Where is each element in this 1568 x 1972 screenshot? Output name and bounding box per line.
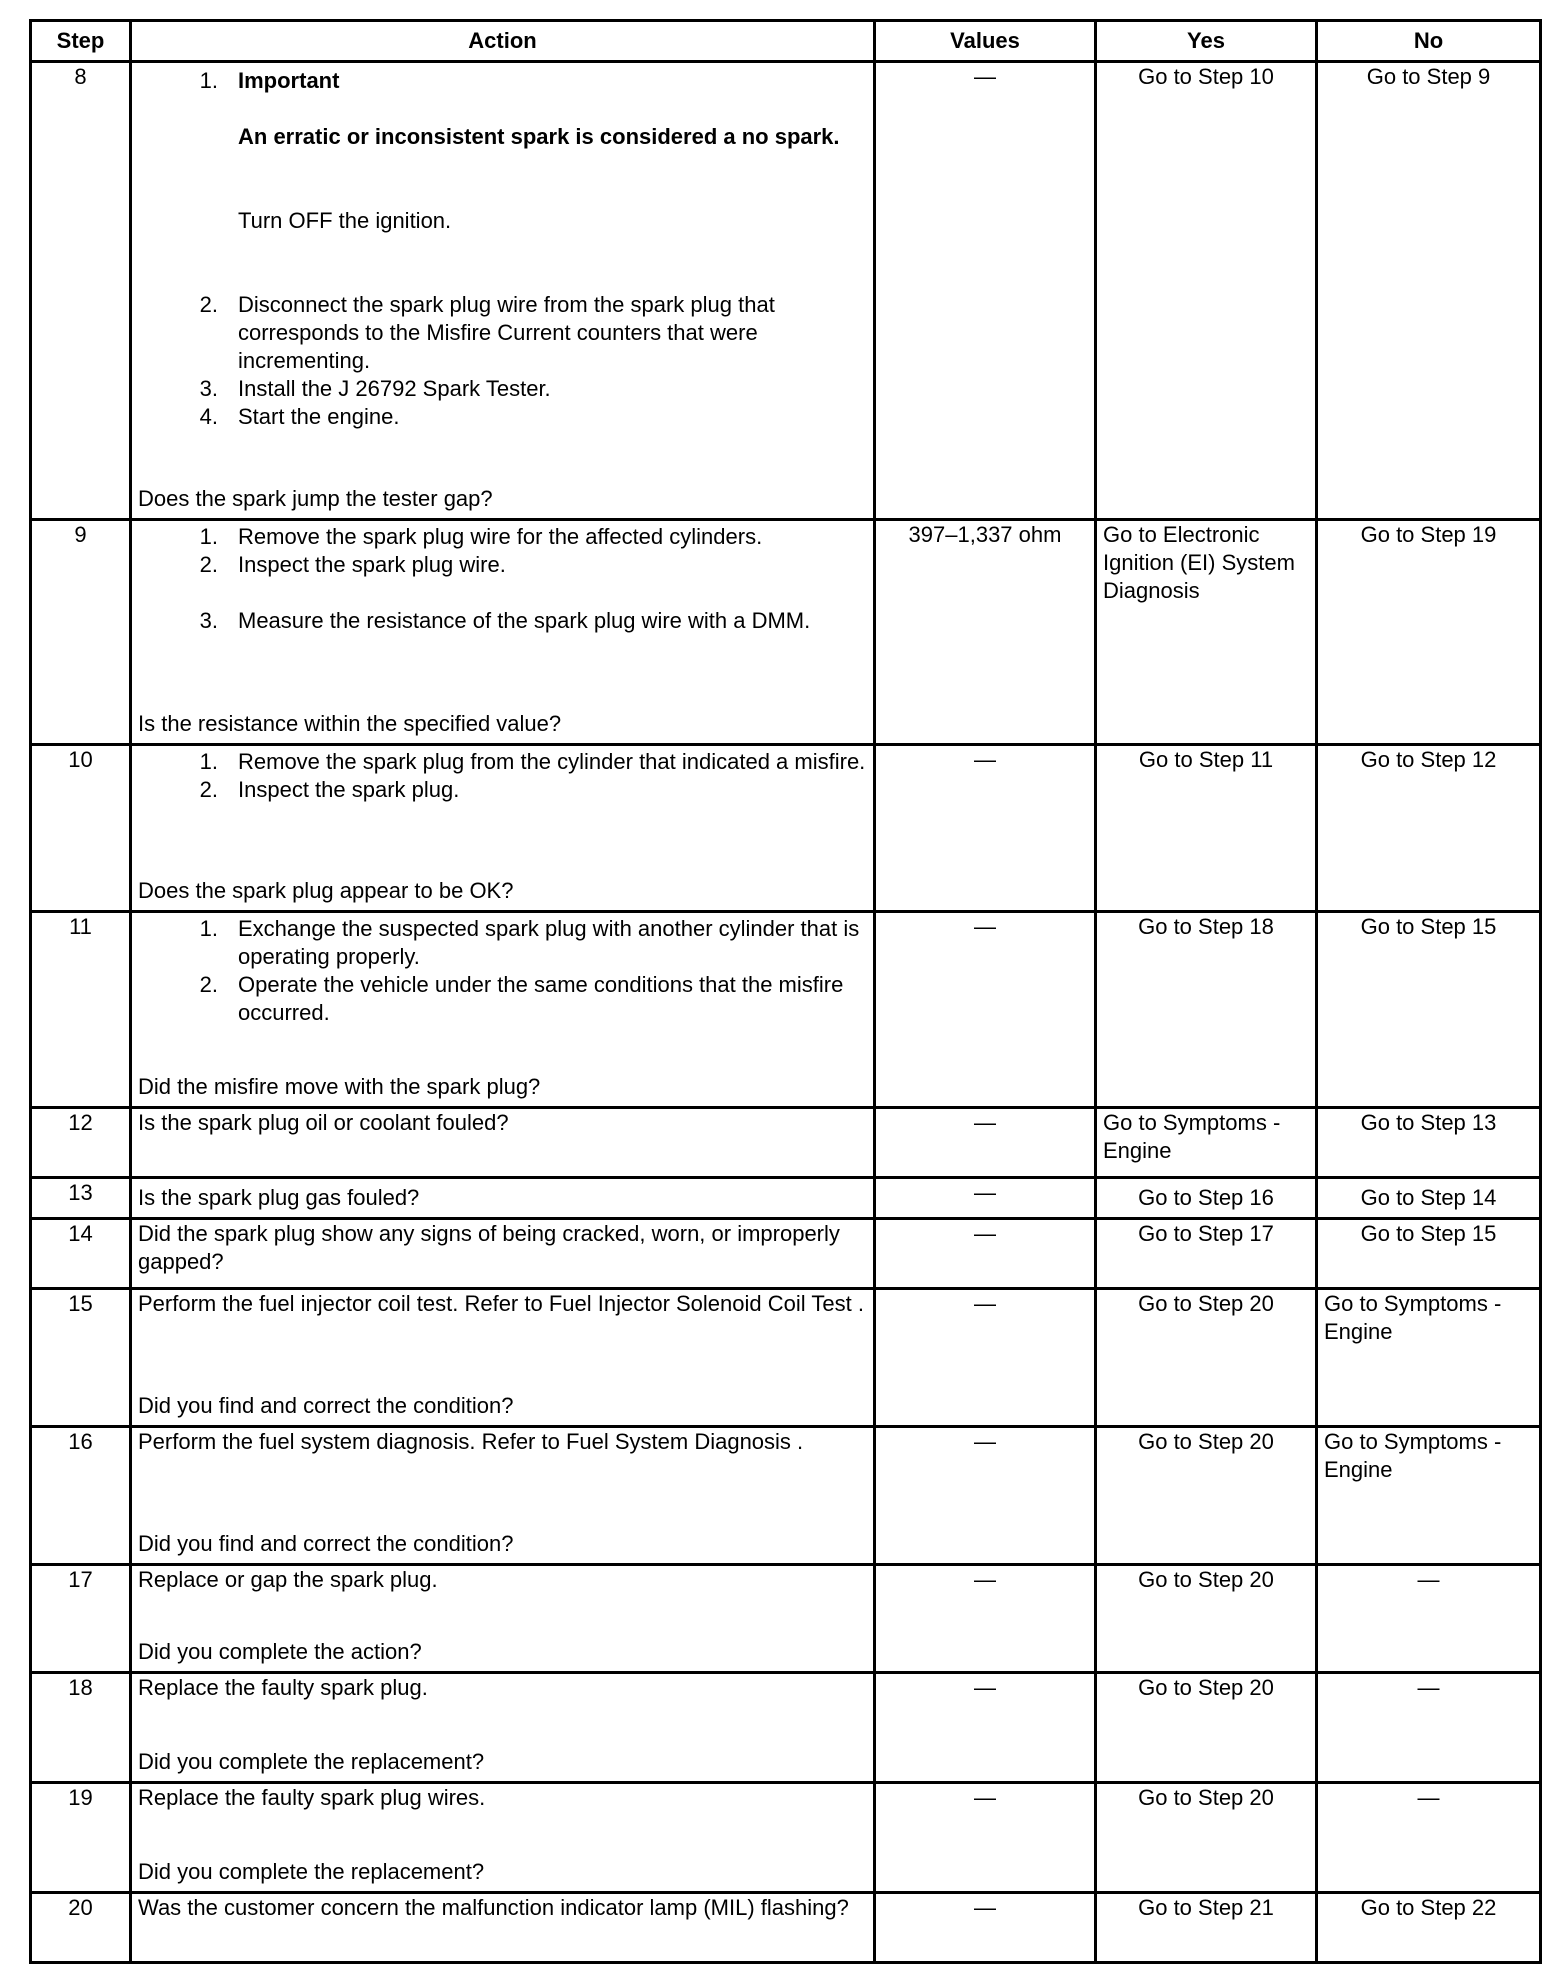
no-text: Go to Step 19 — [1360, 522, 1497, 547]
action-cell — [131, 520, 875, 745]
no-cell — [1317, 1108, 1541, 1178]
action-cell — [131, 1427, 875, 1565]
header-yes: Yes — [1096, 21, 1317, 62]
values-cell: — — [875, 1565, 1096, 1673]
list-number: 2. — [199, 972, 218, 997]
list-item-text: Measure the resistance of the spark plug wire with a DMM. — [238, 608, 811, 633]
step-number: 14 — [31, 1219, 131, 1289]
step-number: 15 — [31, 1289, 131, 1427]
header-row — [31, 21, 1541, 62]
list-item-text: Exchange the suspected spark plug with another cylinder that is operating properly. — [238, 916, 860, 969]
action-text: Replace or gap the spark plug. — [138, 1567, 438, 1592]
no-text: Go to Step 15 — [1360, 914, 1497, 939]
no-cell — [1317, 1178, 1541, 1219]
table-row — [31, 1893, 1541, 1963]
no-text: Go to Symptoms - Engine — [1324, 1429, 1502, 1482]
values-cell: — — [875, 1108, 1096, 1178]
yes-text: Go to Step 20 — [1138, 1429, 1274, 1454]
values-cell: — — [875, 1427, 1096, 1565]
values-cell: — — [875, 1673, 1096, 1783]
action-cell — [131, 912, 875, 1108]
action-text: Is the spark plug gas fouled? — [138, 1185, 420, 1210]
list-item-text: Inspect the spark plug. — [238, 777, 460, 802]
action-question: Did you complete the action? — [138, 1639, 422, 1664]
list-number: 3. — [199, 376, 218, 401]
step-number: 19 — [31, 1783, 131, 1893]
yes-cell — [1096, 912, 1317, 1108]
list-item-text: Inspect the spark plug wire. — [238, 552, 506, 577]
action-cell — [131, 1178, 875, 1219]
action-cell — [131, 1673, 875, 1783]
yes-text: Go to Step 18 — [1138, 914, 1274, 939]
action-cell — [131, 1108, 875, 1178]
yes-cell — [1096, 1178, 1317, 1219]
no-cell — [1317, 62, 1541, 520]
yes-text: Go to Step 20 — [1138, 1291, 1274, 1316]
values-cell: — — [875, 1289, 1096, 1427]
yes-cell — [1096, 1427, 1317, 1565]
values-cell: — — [875, 1178, 1096, 1219]
action-cell — [131, 1893, 875, 1963]
list-number: 2. — [199, 777, 218, 802]
step-number: 9 — [31, 520, 131, 745]
header-values: Values — [875, 21, 1096, 62]
action-question: Does the spark plug appear to be OK? — [138, 878, 514, 903]
yes-cell — [1096, 745, 1317, 912]
yes-cell — [1096, 1565, 1317, 1673]
yes-text: Go to Symptoms - Engine — [1103, 1110, 1281, 1163]
no-cell — [1317, 1783, 1541, 1893]
step-number: 12 — [31, 1108, 131, 1178]
yes-cell — [1096, 1893, 1317, 1963]
action-question: Is the resistance within the specified value? — [138, 711, 562, 736]
header-no: No — [1317, 21, 1541, 62]
no-cell — [1317, 912, 1541, 1108]
values-cell: — — [875, 62, 1096, 520]
no-cell — [1317, 1219, 1541, 1289]
no-cell — [1317, 1673, 1541, 1783]
list-number: 1. — [199, 749, 218, 774]
table-row — [31, 1178, 1541, 1219]
yes-text: Go to Step 21 — [1138, 1895, 1274, 1920]
no-cell — [1317, 520, 1541, 745]
no-text: — — [1417, 1567, 1440, 1592]
action-cell — [131, 62, 875, 520]
no-text: Go to Step 14 — [1360, 1185, 1497, 1210]
yes-text: Go to Step 20 — [1138, 1567, 1274, 1592]
values-cell: — — [875, 745, 1096, 912]
step-number: 10 — [31, 745, 131, 912]
yes-text: Go to Step 20 — [1138, 1785, 1274, 1810]
step-number: 13 — [31, 1178, 131, 1219]
yes-cell — [1096, 62, 1317, 520]
action-text: Was the customer concern the malfunction indicator lamp (MIL) flashing? — [138, 1895, 849, 1920]
step-number: 16 — [31, 1427, 131, 1565]
yes-cell — [1096, 1108, 1317, 1178]
no-text: Go to Step 22 — [1360, 1895, 1497, 1920]
header-step: Step — [31, 21, 131, 62]
values-cell: — — [875, 1783, 1096, 1893]
list-number: 1. — [199, 68, 218, 93]
diagnostic-table — [29, 19, 1542, 1964]
table-row — [31, 1427, 1541, 1565]
action-question: Did you find and correct the condition? — [138, 1531, 514, 1556]
table-row — [31, 1673, 1541, 1783]
list-item-text: Remove the spark plug from the cylinder that indicated a misfire. — [238, 749, 866, 774]
list-number: 2. — [199, 552, 218, 577]
no-text: Go to Step 13 — [1360, 1110, 1497, 1135]
no-text: Go to Symptoms - Engine — [1324, 1291, 1502, 1344]
list-item-text: Operate the vehicle under the same conditions that the misfire occurred. — [238, 972, 844, 1025]
list-item-text: Turn OFF the ignition. — [238, 208, 452, 233]
action-text: Did the spark plug show any signs of being cracked, worn, or improperly gapped? — [138, 1221, 840, 1274]
no-cell — [1317, 745, 1541, 912]
action-question: Did you complete the replacement? — [138, 1859, 485, 1884]
values-cell: 397–1,337 ohm — [875, 520, 1096, 745]
action-question: Does the spark jump the tester gap? — [138, 486, 493, 511]
action-text: Is the spark plug oil or coolant fouled? — [138, 1110, 509, 1135]
step-number: 20 — [31, 1893, 131, 1963]
no-cell — [1317, 1289, 1541, 1427]
action-cell — [131, 1565, 875, 1673]
action-cell — [131, 1289, 875, 1427]
action-text: Perform the fuel system diagnosis. Refer to Fuel System Diagnosis . — [138, 1429, 804, 1454]
step-number: 8 — [31, 62, 131, 520]
list-item-text: Disconnect the spark plug wire from the spark plug that corresponds to the Misfire Current counters that were incrementing. — [238, 292, 775, 373]
list-number: 4. — [199, 404, 218, 429]
values-cell: — — [875, 1893, 1096, 1963]
action-text: Perform the fuel injector coil test. Refer to Fuel Injector Solenoid Coil Test . — [138, 1291, 864, 1316]
action-cell — [131, 1783, 875, 1893]
table-row — [31, 1289, 1541, 1427]
list-number: 1. — [199, 916, 218, 941]
no-text: Go to Step 15 — [1360, 1221, 1497, 1246]
yes-cell — [1096, 1673, 1317, 1783]
table-row — [31, 62, 1541, 520]
step-number: 17 — [31, 1565, 131, 1673]
table-row — [31, 1108, 1541, 1178]
action-text: Replace the faulty spark plug wires. — [138, 1785, 486, 1810]
table-row — [31, 1565, 1541, 1673]
action-text: Replace the faulty spark plug. — [138, 1675, 428, 1700]
no-text: Go to Step 9 — [1366, 64, 1491, 89]
list-item-text: Start the engine. — [238, 404, 400, 429]
step-number: 18 — [31, 1673, 131, 1783]
table-row — [31, 1783, 1541, 1893]
no-text: Go to Step 12 — [1360, 747, 1497, 772]
yes-text: Go to Electronic Ignition (EI) System Diagnosis — [1103, 522, 1295, 603]
step-number: 11 — [31, 912, 131, 1108]
yes-cell — [1096, 520, 1317, 745]
table-row — [31, 912, 1541, 1108]
table-row — [31, 520, 1541, 745]
yes-text: Go to Step 20 — [1138, 1675, 1274, 1700]
yes-cell — [1096, 1219, 1317, 1289]
action-question: Did you find and correct the condition? — [138, 1393, 514, 1418]
yes-cell — [1096, 1783, 1317, 1893]
list-number: 2. — [199, 292, 218, 317]
no-cell — [1317, 1893, 1541, 1963]
important-label: Important — [238, 68, 340, 93]
yes-text: Go to Step 16 — [1138, 1185, 1274, 1210]
values-cell: — — [875, 912, 1096, 1108]
no-text: — — [1417, 1675, 1440, 1700]
yes-cell — [1096, 1289, 1317, 1427]
values-cell: — — [875, 1219, 1096, 1289]
action-question: Did the misfire move with the spark plug? — [138, 1074, 541, 1099]
yes-text: Go to Step 11 — [1138, 747, 1274, 772]
no-cell — [1317, 1565, 1541, 1673]
action-question: Did you complete the replacement? — [138, 1749, 485, 1774]
yes-text: Go to Step 10 — [1138, 64, 1274, 89]
no-text: — — [1417, 1785, 1440, 1810]
header-action: Action — [131, 21, 875, 62]
important-warning: An erratic or inconsistent spark is considered a no spark. — [238, 124, 840, 149]
yes-text: Go to Step 17 — [1138, 1221, 1274, 1246]
action-cell — [131, 1219, 875, 1289]
list-item-text: Remove the spark plug wire for the affected cylinders. — [238, 524, 763, 549]
list-number: 3. — [199, 608, 218, 633]
list-item-text: Install the J 26792 Spark Tester. — [238, 376, 551, 401]
list-number: 1. — [199, 524, 218, 549]
action-cell — [131, 745, 875, 912]
table-row — [31, 1219, 1541, 1289]
no-cell — [1317, 1427, 1541, 1565]
table-row — [31, 745, 1541, 912]
